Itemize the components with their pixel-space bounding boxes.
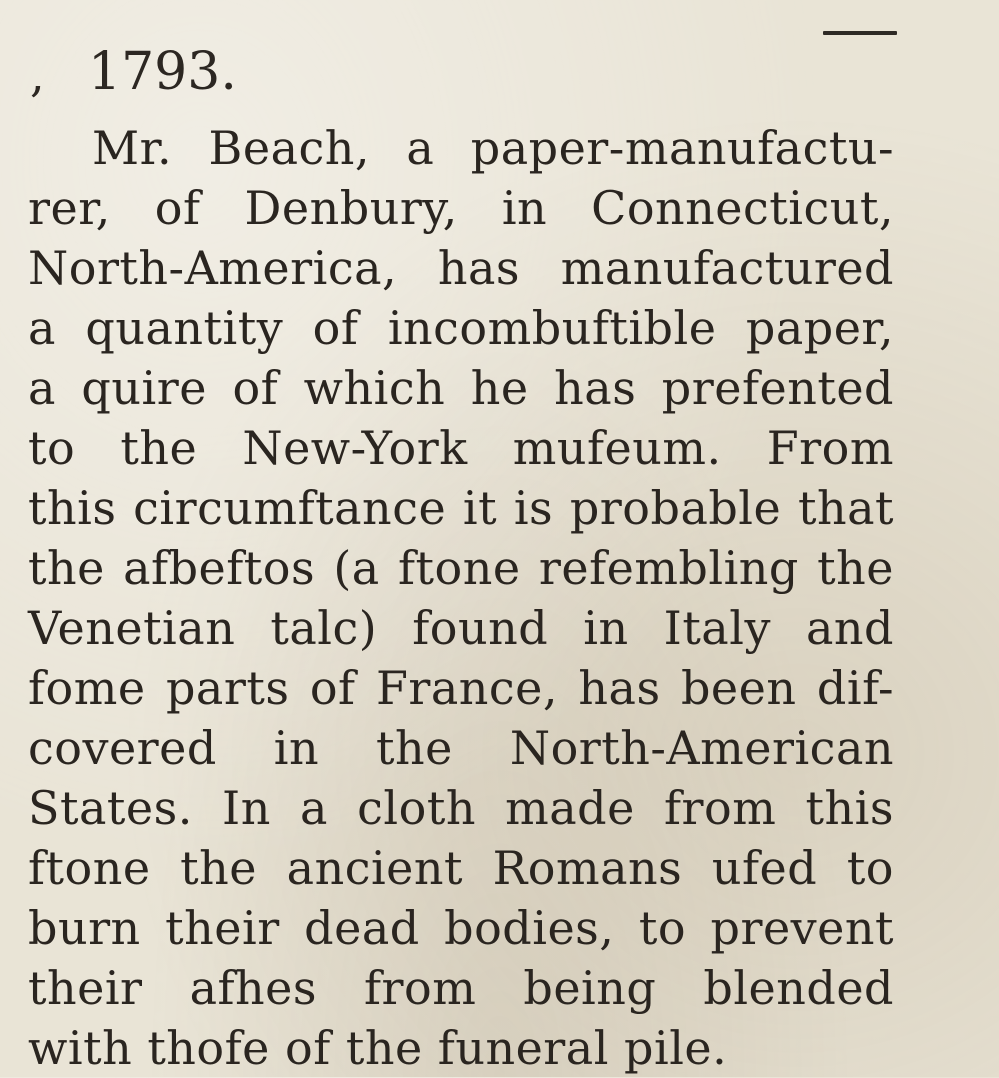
article-line-1: Mr. Beach, a paper-manufactu-	[92, 121, 894, 175]
article-line-10: fome parts of France, has been dif-	[28, 661, 894, 715]
article-line-16: with thofe of the funeral pile.	[28, 1021, 728, 1075]
article-line-8: the afbeftos (a ftone refembling the	[28, 541, 894, 595]
article-line-12: States. In a cloth made from this	[28, 781, 894, 835]
article-line-3: North-America, has manufactured	[28, 241, 894, 295]
article-line-13: ftone the ancient Romans ufed to	[28, 841, 894, 895]
article-line-2: rer, of Denbury, in Connecticut,	[28, 181, 894, 235]
article-line-7: this circumftance it is probable that	[28, 481, 894, 535]
article-line-11: covered in the North-American	[28, 721, 894, 775]
article-line-6: to the New-York mufeum. From	[28, 421, 894, 475]
article-line-5: a quire of which he has prefented	[28, 361, 894, 415]
article-line-4: a quantity of incombuftible paper,	[28, 301, 894, 355]
article-line-14: burn their dead bodies, to prevent	[28, 901, 894, 955]
article-line-9: Venetian talc) found in Italy and	[28, 601, 894, 655]
header-year: 1793.	[88, 42, 237, 102]
header-comma: ,	[30, 48, 45, 102]
column-rule-mark	[823, 31, 897, 35]
article-line-15: their afhes from being blended	[28, 961, 894, 1015]
